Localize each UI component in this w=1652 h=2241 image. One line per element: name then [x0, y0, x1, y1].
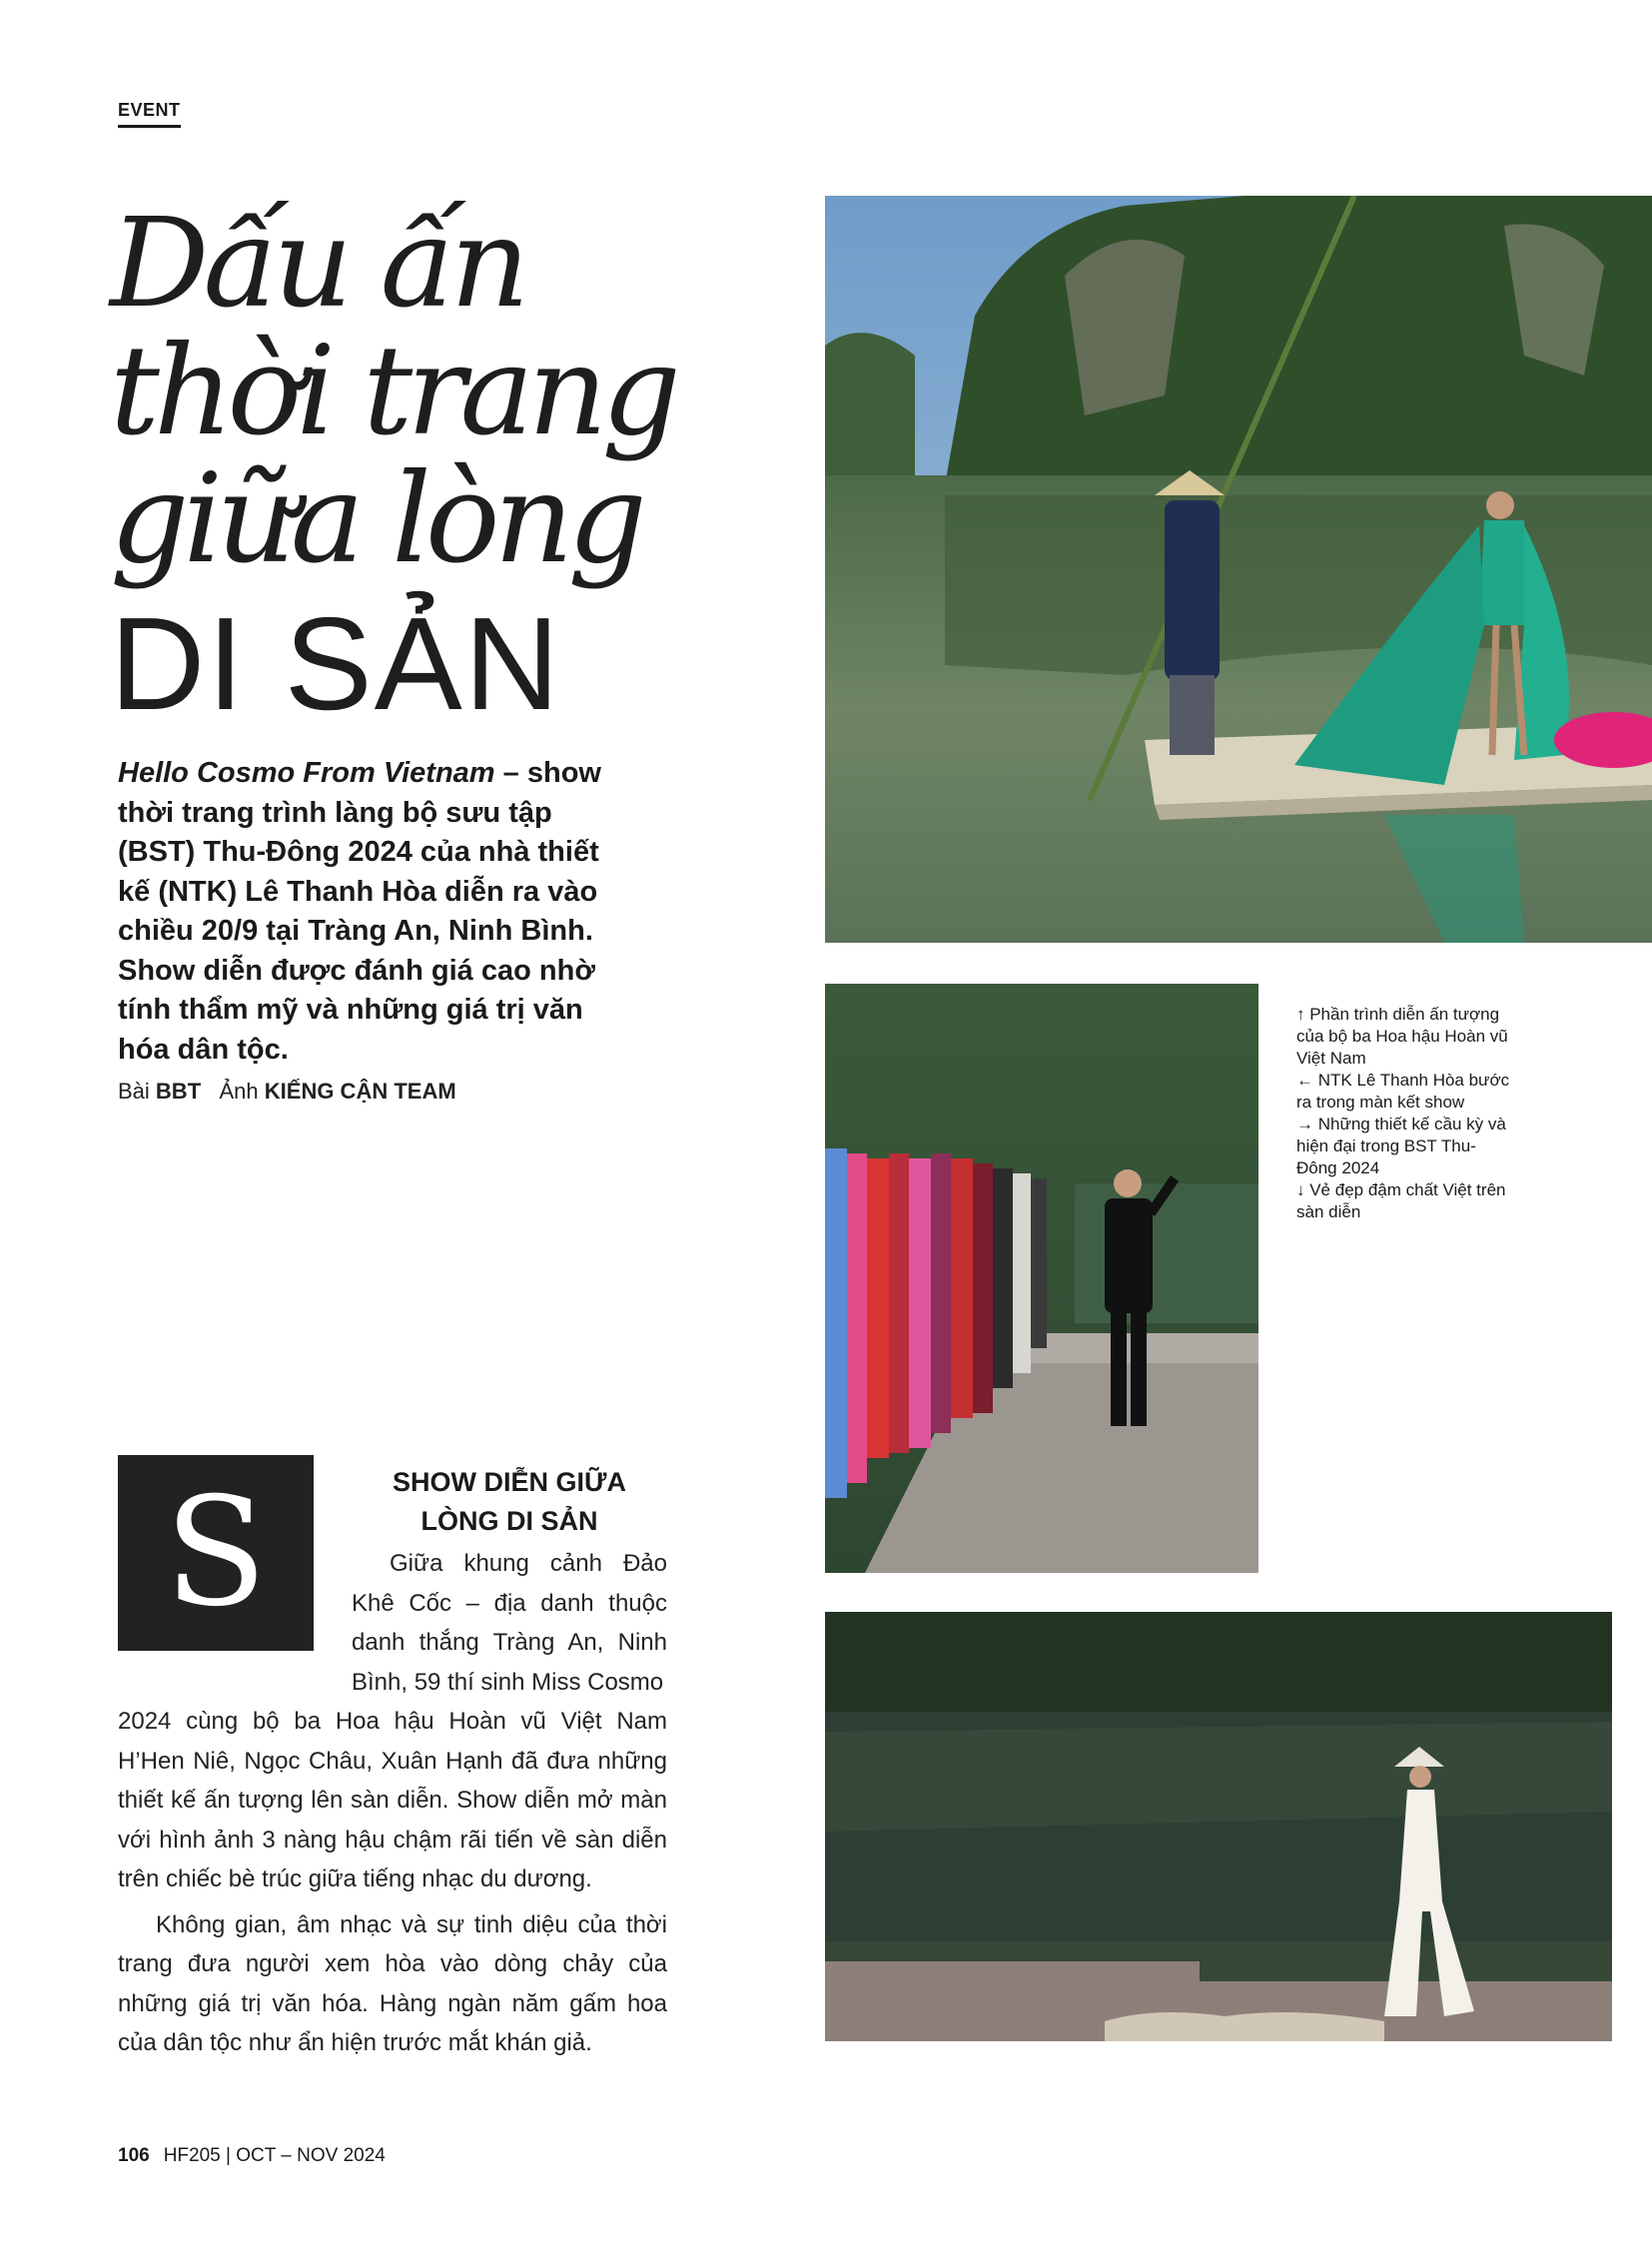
- photo-designer-finale: [825, 984, 1258, 1573]
- headline-line-1: Dấu ấn: [110, 192, 524, 336]
- article-body-wide: [118, 1702, 667, 2063]
- caption-1: ↑ Phần trình diễn ấn tượng của bộ ba Hoa hậu Hoàn vũ Việt Nam: [1296, 1005, 1508, 1068]
- headline: [110, 192, 729, 739]
- byline: [118, 1079, 456, 1105]
- article-para-2: Không gian, âm nhạc và sự tinh diệu của thời trang đưa người xem hòa vào dòng chảy của những giá trị văn hóa. Hàng ngàn năm gấm hoa của dân tộc như ẩn hiện trước mắt khán giả.: [118, 1910, 667, 2056]
- headline-line-2: thời trang: [110, 320, 675, 463]
- section-tag: EVENT: [118, 100, 181, 128]
- page-number: 106: [118, 2145, 150, 2166]
- article-subhead-line-2: LÒNG DI SẢN: [420, 1506, 598, 1536]
- lede-rest: – show thời trang trình làng bộ sưu tập (BST) Thu-Đông 2024 của nhà thiết kế (NTK) Lê Thanh Hòa diễn ra vào chiều 20/9 tại Tràng An, Ninh Bình. Show diễn được đánh giá cao nhờ tính thẩm mỹ và những giá trị văn hóa dân tộc.: [118, 757, 601, 1066]
- caption-2: ← NTK Lê Thanh Hòa bước ra trong màn kết show: [1296, 1071, 1510, 1112]
- drop-cap: S: [118, 1455, 314, 1651]
- caption-4: ↓ Vẻ đẹp đậm chất Việt trên sàn diễn: [1296, 1180, 1506, 1221]
- article-body-narrow: Giữa khung cảnh Đảo Khê Cốc – địa danh thuộc danh thắng Tràng An, Ninh Bình, 59 thí sinh Miss Cosmo: [352, 1550, 667, 1696]
- page-footer: [118, 2145, 386, 2167]
- byline-text-label: Bài: [118, 1079, 150, 1104]
- photo-captions: [1296, 1004, 1511, 1223]
- byline-text-author: BBT: [155, 1079, 202, 1104]
- byline-photo-label: Ảnh: [219, 1079, 259, 1104]
- issue-info: HF205 | OCT – NOV 2024: [163, 2145, 386, 2166]
- caption-3: → Những thiết kế cầu kỳ và hiện đại trong BST Thu-Đông 2024: [1296, 1115, 1506, 1177]
- byline-photo-author: KIẾNG CẬN TEAM: [264, 1079, 456, 1104]
- lede-italic: Hello Cosmo From Vietnam: [118, 757, 495, 789]
- article-subhead: [350, 1463, 669, 1541]
- headline-line-3: giữa lòng: [110, 447, 641, 591]
- photo-white-ao-dai: [825, 1612, 1612, 2041]
- article-para-1-cont: 2024 cùng bộ ba Hoa hậu Hoàn vũ Việt Nam H’Hen Niê, Ngọc Châu, Xuân Hạnh đã đưa những thiết kế ấn tượng lên sàn diễn. Show diễn mở màn với hình ảnh 3 nàng hậu chậm rãi tiến về sàn diễn trên chiếc bè trúc giữa tiếng nhạc du dương.: [118, 1708, 667, 1892]
- lede-paragraph: [118, 754, 637, 1070]
- article-subhead-line-1: SHOW DIỄN GIỮA: [393, 1467, 626, 1497]
- photo-raft-scene: [825, 196, 1652, 943]
- headline-line-4: DI SẢN: [110, 590, 562, 737]
